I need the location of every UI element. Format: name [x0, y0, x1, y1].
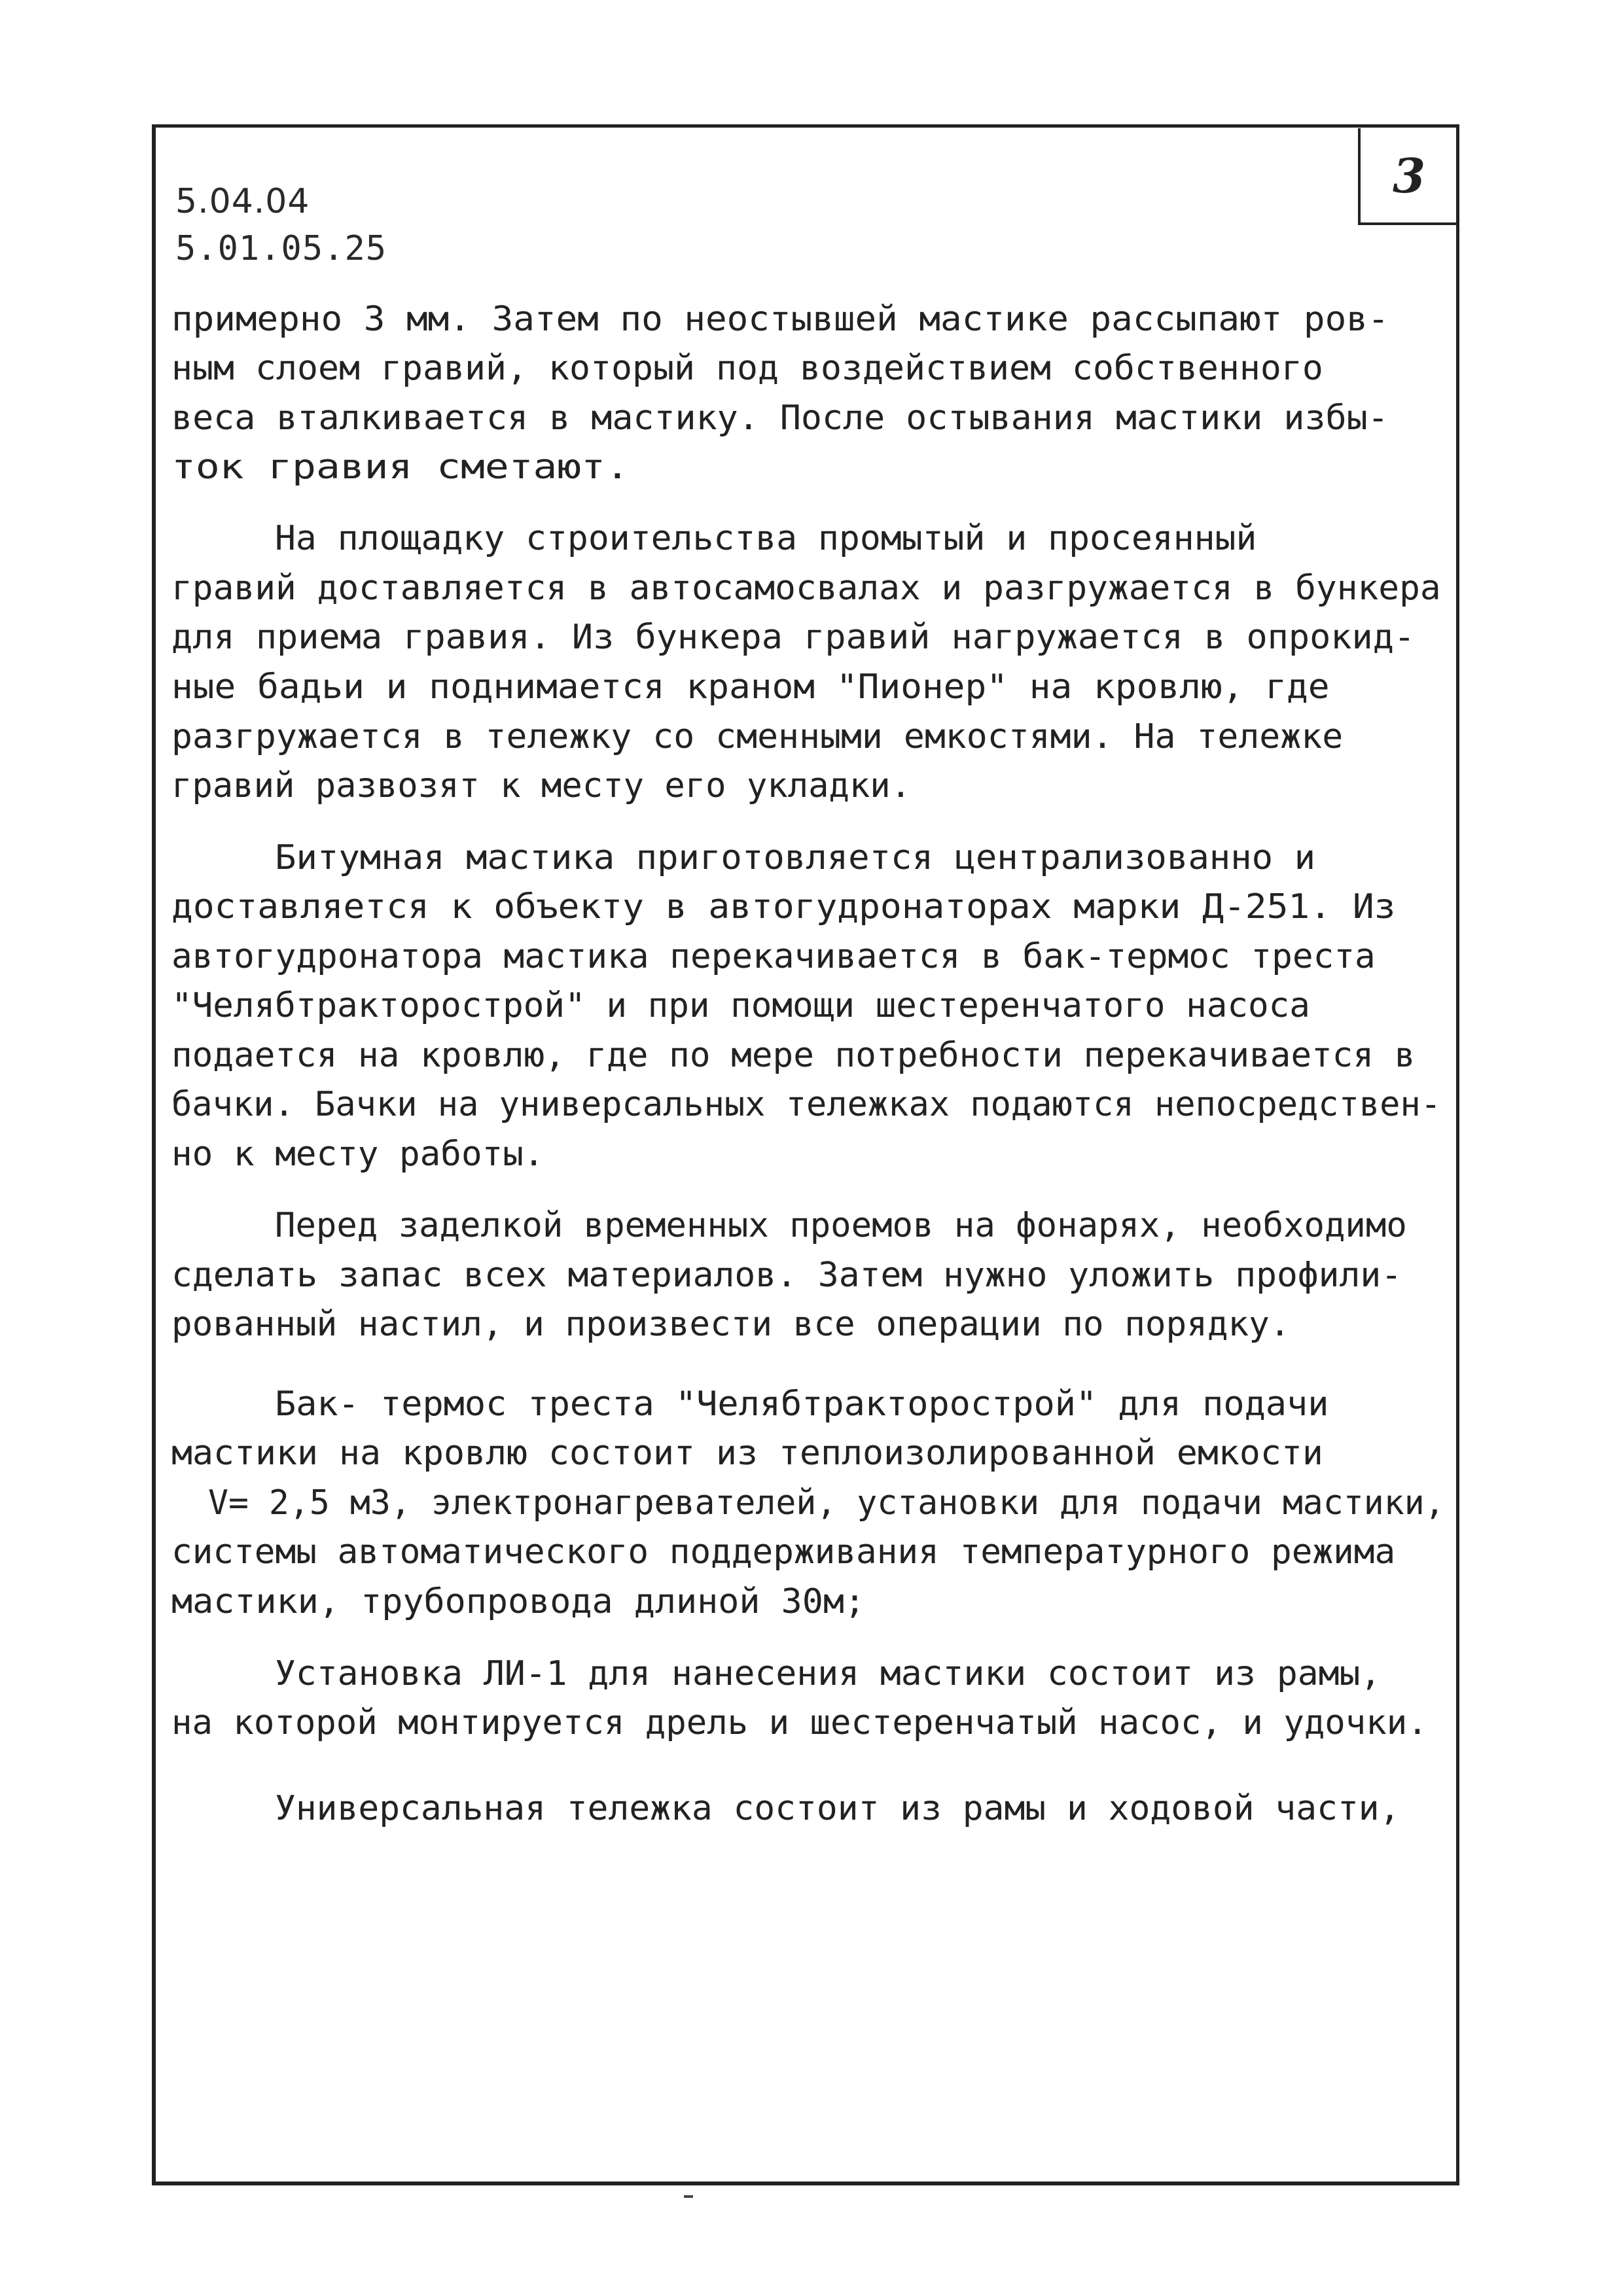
- paragraph-first-line: Битумная мастика приготовляется централизованно и: [275, 838, 1316, 877]
- text-line: подается на кровлю, где по мере потребности перекачивается в: [171, 1036, 1416, 1075]
- paragraph-first-line: Установка ЛИ-1 для нанесения мастики состоит из рамы,: [275, 1654, 1382, 1693]
- text-line: для приема гравия. Из бункера гравий нагружается в опрокид-: [171, 618, 1416, 657]
- text-line: системы автоматического поддерживания температурного режима: [171, 1532, 1396, 1572]
- text-line: гравий развозят к месту его укладки.: [171, 766, 912, 805]
- paragraph-first-line: На площадку строительства промытый и просеянный: [275, 519, 1257, 558]
- bottom-mark: [684, 2195, 693, 2198]
- text-line: доставляется к объекту в автогудронаторах марки Д-251. Из: [171, 887, 1396, 927]
- document-code: 5.01.05.25: [175, 229, 387, 268]
- text-line: разгружается в тележку со сменными емкостями. На тележке: [171, 717, 1344, 756]
- paragraph-first-line: Перед заделкой временных проемов на фонарях, необходимо: [275, 1206, 1407, 1245]
- paragraph-first-line: Бак- термос треста "Челябтракторострой" для подачи: [275, 1385, 1329, 1424]
- text-line: гравий доставляется в автосамосвалах и разгружается в бункера: [171, 569, 1441, 608]
- text-line: примерно 3 мм. Затем по неостывшей мастике рассыпают ров-: [171, 300, 1389, 339]
- text-line: мастики на кровлю состоит из теплоизолированной емкости: [171, 1434, 1323, 1473]
- text-line: мастики, трубопровода длиной 30м;: [171, 1582, 866, 1621]
- text-line: ным слоем гравий, который под воздействием собственного: [171, 349, 1323, 388]
- text-line: бачки. Бачки на универсальных тележках подаются непосредствен-: [171, 1085, 1442, 1124]
- text-line: ток гравия сметают.: [171, 448, 630, 487]
- text-line: V= 2,5 м3, электронагревателей, установки для подачи мастики,: [208, 1483, 1445, 1523]
- text-line: веса вталкивается в мастику. После остывания мастики избы-: [171, 398, 1389, 438]
- text-line: рованный настил, и произвести все операции по порядку.: [171, 1305, 1291, 1344]
- text-line: "Челябтракторострой" и при помощи шестеренчатого насоса: [171, 986, 1310, 1025]
- document-code-handwritten: 5.04.04: [175, 182, 310, 221]
- text-line: сделать запас всех материалов. Затем нужно уложить профили-: [171, 1256, 1402, 1295]
- text-line: автогудронатора мастика перекачивается в бак-термос треста: [171, 937, 1376, 976]
- paragraph-first-line: Универсальная тележка состоит из рамы и ходовой части,: [275, 1789, 1400, 1828]
- text-line: ные бадьи и поднимается краном "Пионер" на кровлю, где: [171, 667, 1330, 707]
- text-line: на которой монтируется дрель и шестеренчатый насос, и удочки.: [171, 1703, 1428, 1742]
- page-number: 3: [1358, 128, 1457, 225]
- text-line: но к месту работы.: [171, 1135, 544, 1174]
